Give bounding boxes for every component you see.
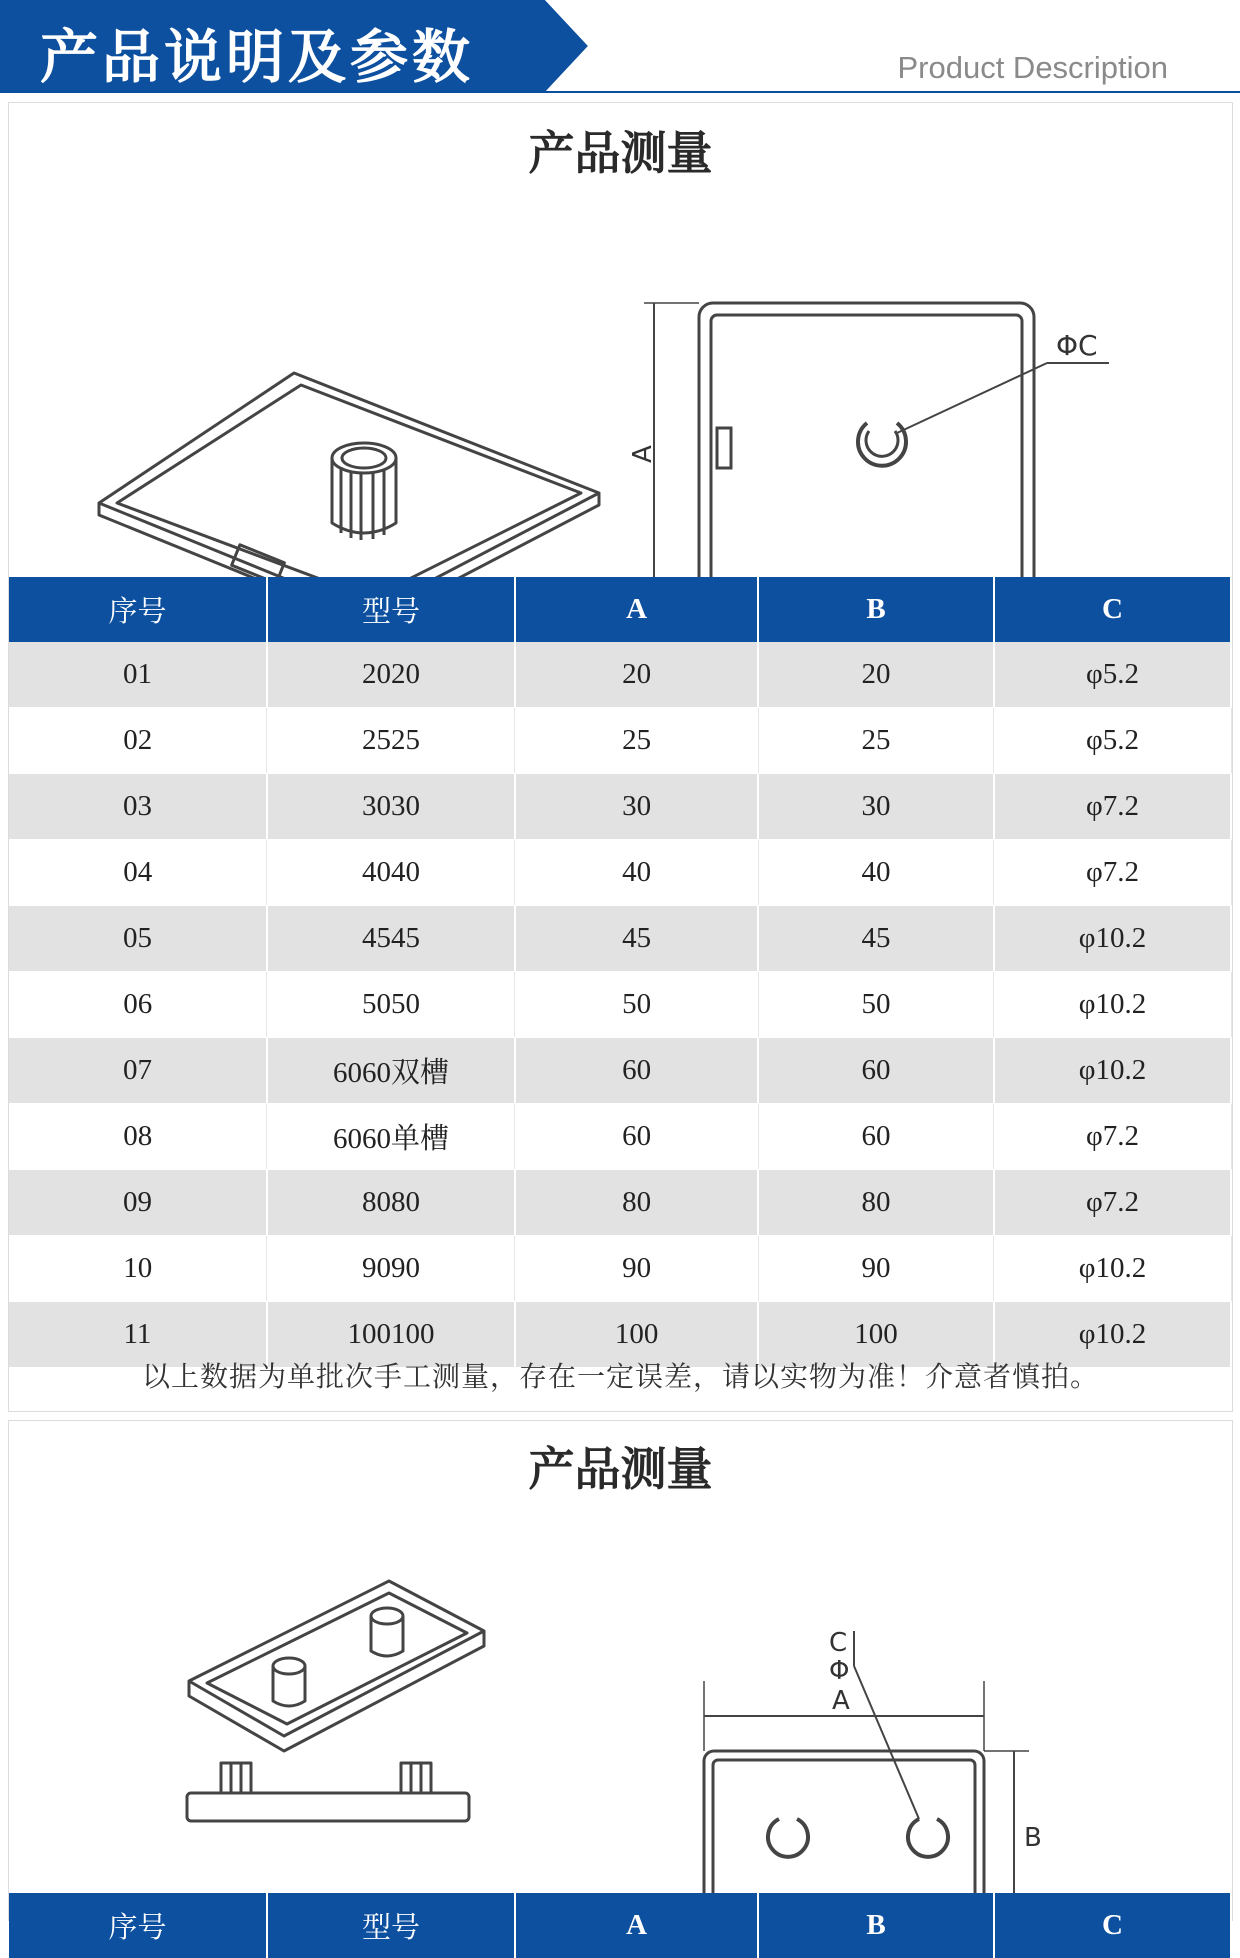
table-row: [9, 774, 1231, 840]
section-title-2: 产品测量: [528, 1442, 713, 1496]
col-header-b: B: [758, 1893, 994, 1958]
header-divider: [0, 91, 1240, 93]
row-a: 45: [515, 906, 758, 972]
row-c: φ10.2: [994, 1302, 1231, 1368]
row-model: 6060单槽: [267, 1104, 515, 1170]
row-b: 60: [758, 1038, 994, 1104]
row-index: 02: [9, 708, 267, 774]
row-c: φ10.2: [994, 906, 1231, 972]
row-model: 6060双槽: [267, 1038, 515, 1104]
row-model: 3030: [267, 774, 515, 840]
row-c: φ7.2: [994, 1104, 1231, 1170]
col-header-a: A: [515, 577, 758, 642]
row-c: φ5.2: [994, 708, 1231, 774]
row-model: 100100: [267, 1302, 515, 1368]
row-index: 09: [9, 1170, 267, 1236]
rect-cap-front-view-drawing: [669, 1501, 1119, 1921]
row-a: 30: [515, 774, 758, 840]
row-b: 40: [758, 840, 994, 906]
measurement-disclaimer: 以上数据为单批次手工测量，存在一定误差，请以实物为准！介意者慎拍。: [141, 1360, 1099, 1393]
row-index: 04: [9, 840, 267, 906]
row-a: 40: [515, 840, 758, 906]
row-index: 07: [9, 1038, 267, 1104]
page-subtitle: Product Description: [897, 50, 1168, 85]
measurement-panel-square: [8, 102, 1233, 1412]
table-row: [9, 1038, 1231, 1104]
row-c: φ10.2: [994, 1236, 1231, 1302]
row-index: 03: [9, 774, 267, 840]
row-a: 80: [515, 1170, 758, 1236]
col-header-c: C: [994, 577, 1231, 642]
row-b: 20: [758, 642, 994, 708]
row-b: 30: [758, 774, 994, 840]
col-header-model: 型号: [267, 577, 515, 642]
dimension-a-label-2: A: [832, 1686, 850, 1716]
row-c: φ10.2: [994, 1038, 1231, 1104]
row-index: 05: [9, 906, 267, 972]
dimension-a-label: A: [628, 445, 658, 463]
row-index: 06: [9, 972, 267, 1038]
row-model: 4545: [267, 906, 515, 972]
row-a: 60: [515, 1038, 758, 1104]
row-index: 08: [9, 1104, 267, 1170]
col-header-a: A: [515, 1893, 758, 1958]
section-title: 产品测量: [528, 126, 713, 180]
dimension-phi-label-2: Φ: [829, 1656, 850, 1686]
col-header-index: 序号: [9, 577, 267, 642]
row-c: φ7.2: [994, 774, 1231, 840]
row-b: 100: [758, 1302, 994, 1368]
row-b: 45: [758, 906, 994, 972]
col-header-index: 序号: [9, 1893, 267, 1958]
table-row: [9, 1170, 1231, 1236]
table-row: [9, 972, 1231, 1038]
square-cap-isometric-drawing: [89, 253, 629, 633]
row-b: 90: [758, 1236, 994, 1302]
row-a: 100: [515, 1302, 758, 1368]
row-a: 25: [515, 708, 758, 774]
row-a: 20: [515, 642, 758, 708]
row-model: 2020: [267, 642, 515, 708]
dimension-b-label-2: B: [1024, 1823, 1042, 1853]
row-model: 2525: [267, 708, 515, 774]
measurement-panel-rectangle: [8, 1420, 1233, 1944]
row-c: φ7.2: [994, 840, 1231, 906]
row-b: 25: [758, 708, 994, 774]
spec-table-rectangle: [9, 1893, 1232, 1958]
row-b: 60: [758, 1104, 994, 1170]
row-model: 5050: [267, 972, 515, 1038]
spec-table-square: [9, 577, 1232, 1368]
table-row: [9, 840, 1231, 906]
col-header-b: B: [758, 577, 994, 642]
table-header-row: [9, 1893, 1231, 1958]
table-row: [9, 1104, 1231, 1170]
row-a: 60: [515, 1104, 758, 1170]
row-model: 8080: [267, 1170, 515, 1236]
row-b: 50: [758, 972, 994, 1038]
table-row: [9, 1236, 1231, 1302]
rect-cap-isometric-drawing: [179, 1541, 509, 1841]
table-row: [9, 642, 1231, 708]
row-c: φ7.2: [994, 1170, 1231, 1236]
table-row: [9, 708, 1231, 774]
dimension-c-label: ΦC: [1056, 329, 1098, 362]
col-header-model: 型号: [267, 1893, 515, 1958]
row-c: φ10.2: [994, 972, 1231, 1038]
row-model: 9090: [267, 1236, 515, 1302]
row-c: φ5.2: [994, 642, 1231, 708]
table-row: [9, 906, 1231, 972]
dimension-c-label-2: C: [829, 1628, 848, 1658]
row-model: 4040: [267, 840, 515, 906]
row-b: 80: [758, 1170, 994, 1236]
row-index: 11: [9, 1302, 267, 1368]
page-title: 产品说明及参数: [40, 23, 475, 91]
page-header: [0, 0, 1240, 95]
row-index: 01: [9, 642, 267, 708]
table-header-row: [9, 577, 1231, 642]
row-a: 90: [515, 1236, 758, 1302]
row-index: 10: [9, 1236, 267, 1302]
row-a: 50: [515, 972, 758, 1038]
col-header-c: C: [994, 1893, 1231, 1958]
